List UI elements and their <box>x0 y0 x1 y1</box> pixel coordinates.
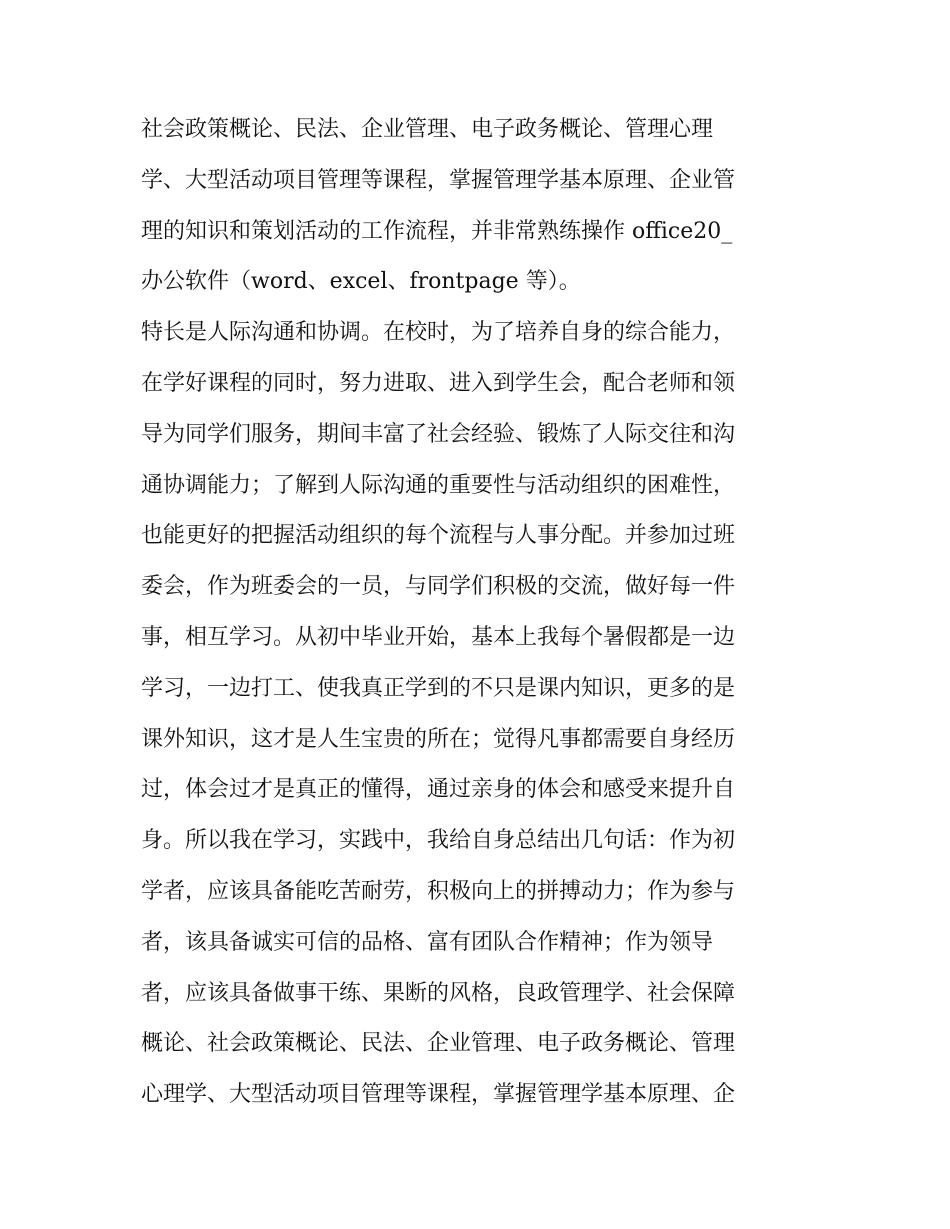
text-line-18: 者，应该具备做事干练、果断的风格，良政管理学、社会保障 <box>141 980 736 1006</box>
text-line-6: 在学好课程的同时，努力进取、进入到学生会，配合老师和领 <box>141 370 736 396</box>
text-line-16: 学者，应该具备能吃苦耐劳，积极向上的拼搏动力；作为参与 <box>141 878 736 904</box>
text-line-7: 导为同学们服务，期间丰富了社会经验、锻炼了人际交往和沟 <box>141 421 736 447</box>
text-line-5: 特长是人际沟通和协调。在校时，为了培养自身的综合能力， <box>141 320 736 346</box>
text-line-12: 学习，一边打工、使我真正学到的不只是课内知识，更多的是 <box>141 675 736 701</box>
text-line-17: 者，该具备诚实可信的品格、富有团队合作精神；作为领导 <box>141 929 714 955</box>
text-line-14: 过，体会过才是真正的懂得，通过亲身的体会和感受来提升自 <box>141 777 736 803</box>
text-line-11: 事，相互学习。从初中毕业开始，基本上我每个暑假都是一边 <box>141 624 736 650</box>
text-line-15: 身。所以我在学习，实践中，我给自身总结出几句话：作为初 <box>141 828 736 854</box>
text-line-20: 心理学、大型活动项目管理等课程，掌握管理学基本原理、企 <box>141 1082 736 1108</box>
text-line-4: 办公软件（word、excel、frontpage 等）。 <box>141 269 581 295</box>
text-line-9: 也能更好的把握活动组织的每个流程与人事分配。并参加过班 <box>141 523 736 549</box>
text-line-2: 学、大型活动项目管理等课程，掌握管理学基本原理、企业管 <box>141 167 736 193</box>
body-text <box>141 110 821 1126</box>
text-line-10: 委会，作为班委会的一员，与同学们积极的交流，做好每一件 <box>141 574 736 600</box>
text-line-8: 通协调能力；了解到人际沟通的重要性与活动组织的困难性， <box>141 472 736 498</box>
text-line-1: 社会政策概论、民法、企业管理、电子政务概论、管理心理 <box>141 117 714 142</box>
text-line-3: 理的知识和策划活动的工作流程，并非常熟练操作 office20_ <box>141 218 733 244</box>
text-line-19: 概论、社会政策概论、民法、企业管理、电子政务概论、管理 <box>141 1031 736 1057</box>
text-line-13: 课外知识，这才是人生宝贵的所在；觉得凡事都需要自身经历 <box>141 726 736 752</box>
